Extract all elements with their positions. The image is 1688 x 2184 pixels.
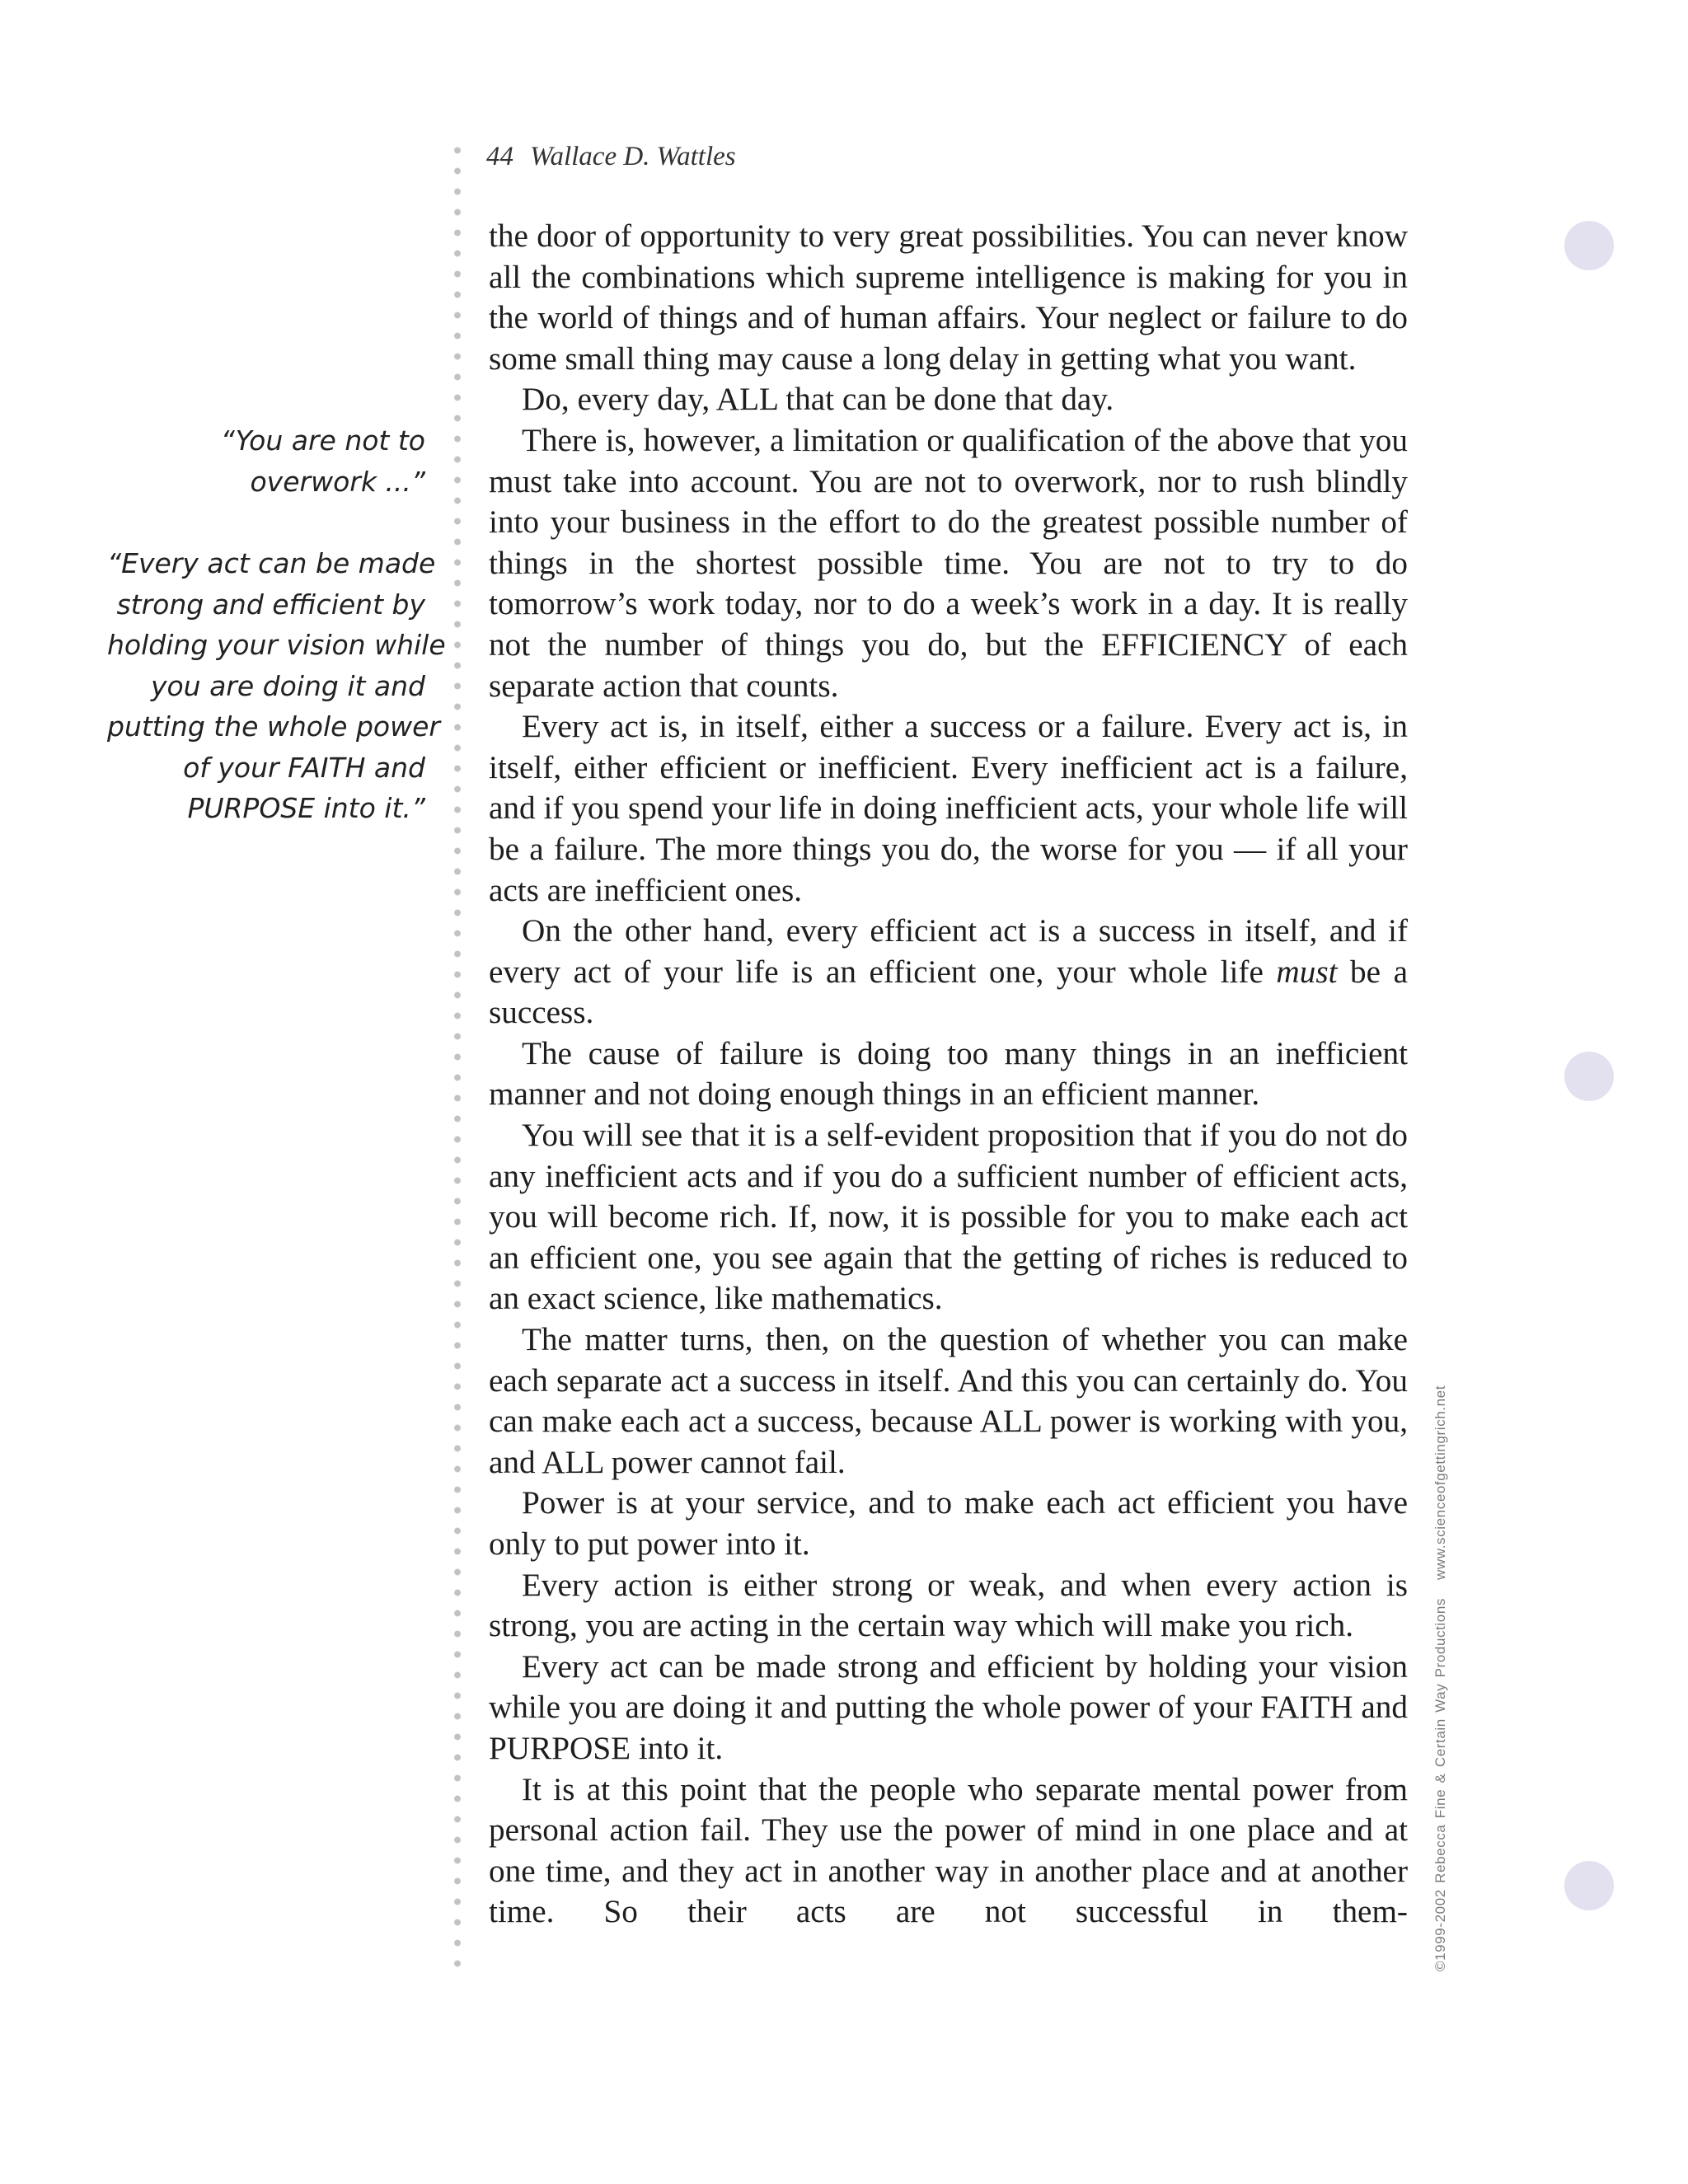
paragraph: Power is at your service, and to make each act efficient you have only to put power into it.	[489, 1485, 1408, 1562]
body-text	[489, 216, 1408, 1933]
website-url: www.scienceofgettingrich.net	[1432, 1385, 1448, 1580]
pull-quote-line: strong and efficient by	[116, 588, 425, 621]
running-header	[486, 142, 736, 172]
copyright-notice	[1432, 1385, 1449, 1971]
paragraph: Every act can be made strong and efficient by holding your vision while you are doing it and putting the whole power of your FAITH and PURPOSE into it.	[489, 1648, 1408, 1766]
author-name: Wallace D. Wattles	[530, 142, 736, 171]
paragraph	[489, 911, 1408, 1033]
emphasis: must	[1276, 954, 1338, 990]
paragraph: The cause of failure is doing too many things in an inefficient manner and not doing enough things in an efficient manner.	[489, 1035, 1408, 1113]
paragraph: Every action is either strong or weak, and when every action is strong, you are acting in the certain way which will make you rich.	[489, 1567, 1408, 1644]
paragraph: the door of opportunity to very great possibilities. You can never know all the combinations which supreme intelligence is making for you in the world of things and of human affairs. Your neglect or failure to do some small thing may cause a long delay in getting what you want.	[489, 218, 1408, 377]
binder-hole	[1564, 1861, 1614, 1910]
binder-hole	[1564, 1052, 1614, 1101]
pull-quote-every-act	[107, 543, 446, 829]
pull-quote-line: “You are not to	[220, 424, 425, 457]
pull-quote-overwork	[107, 420, 425, 502]
paragraph: There is, however, a limitation or qualification of the above that you must take into account. You are not to overwork, nor to rush blindly into your business in the effort to do the greatest possible number of things in the shortest possible time. You are not to try to do tomorrow’s work today, nor to do a week’s work in a day. It is really not the number of things you do, but the EFFICIENCY of each separate action that counts.	[489, 422, 1408, 704]
paragraph: Do, every day, ALL that can be done that day.	[522, 382, 1114, 418]
pull-quote-line: of your FAITH and	[183, 751, 425, 784]
pull-quote-line: holding your vision while	[107, 629, 446, 661]
paragraph-text: be a success.	[489, 954, 1408, 1031]
pull-quote-line: “Every act can be made	[107, 547, 436, 579]
pull-quote-line: putting the whole power	[107, 710, 440, 743]
paragraph: You will see that it is a self-evident proposition that if you do not do any inefficient acts and if you do a sufficient number of efficient acts, you will become rich. If, now, it is possible for you to make each act an efficient one, you see again that the getting of riches is reduced to an exact science, like mathematics.	[489, 1118, 1408, 1317]
binder-hole	[1564, 221, 1614, 270]
page-number: 44	[486, 142, 513, 171]
pull-quote-line: PURPOSE into it.”	[187, 792, 425, 824]
copyright-text: ©1999-2002 Rebecca Fine & Certain Way Productions	[1432, 1597, 1448, 1971]
paragraph: Every act is, in itself, either a success or a failure. Every act is, in itself, either efficient or inefficient. Every inefficient act is a failure, and if you spend your life in doing inefficient acts, your whole life will be a failure. The more things you do, the worse for you — if all your acts are inefficient ones.	[489, 709, 1408, 908]
pull-quote-line: you are doing it and	[150, 669, 425, 702]
paragraph-text: On the other hand, every efficient act is a success in itself, and if every act of your life is an efficient one, your whole life	[489, 913, 1408, 990]
paragraph: The matter turns, then, on the question of whether you can make each separate act a success in itself. And this you can certainly do. You can make each act a success, because ALL power is working with you, and ALL power cannot fail.	[489, 1322, 1408, 1480]
paragraph: It is at this point that the people who separate mental power from personal action fail. They use the power of mind in one place and at one time, and they act in another way in another place and at another time. So their acts are not successful in them-	[489, 1771, 1408, 1930]
pull-quote-line: overwork ...”	[250, 465, 425, 498]
dotted-margin-rule	[452, 140, 463, 1978]
